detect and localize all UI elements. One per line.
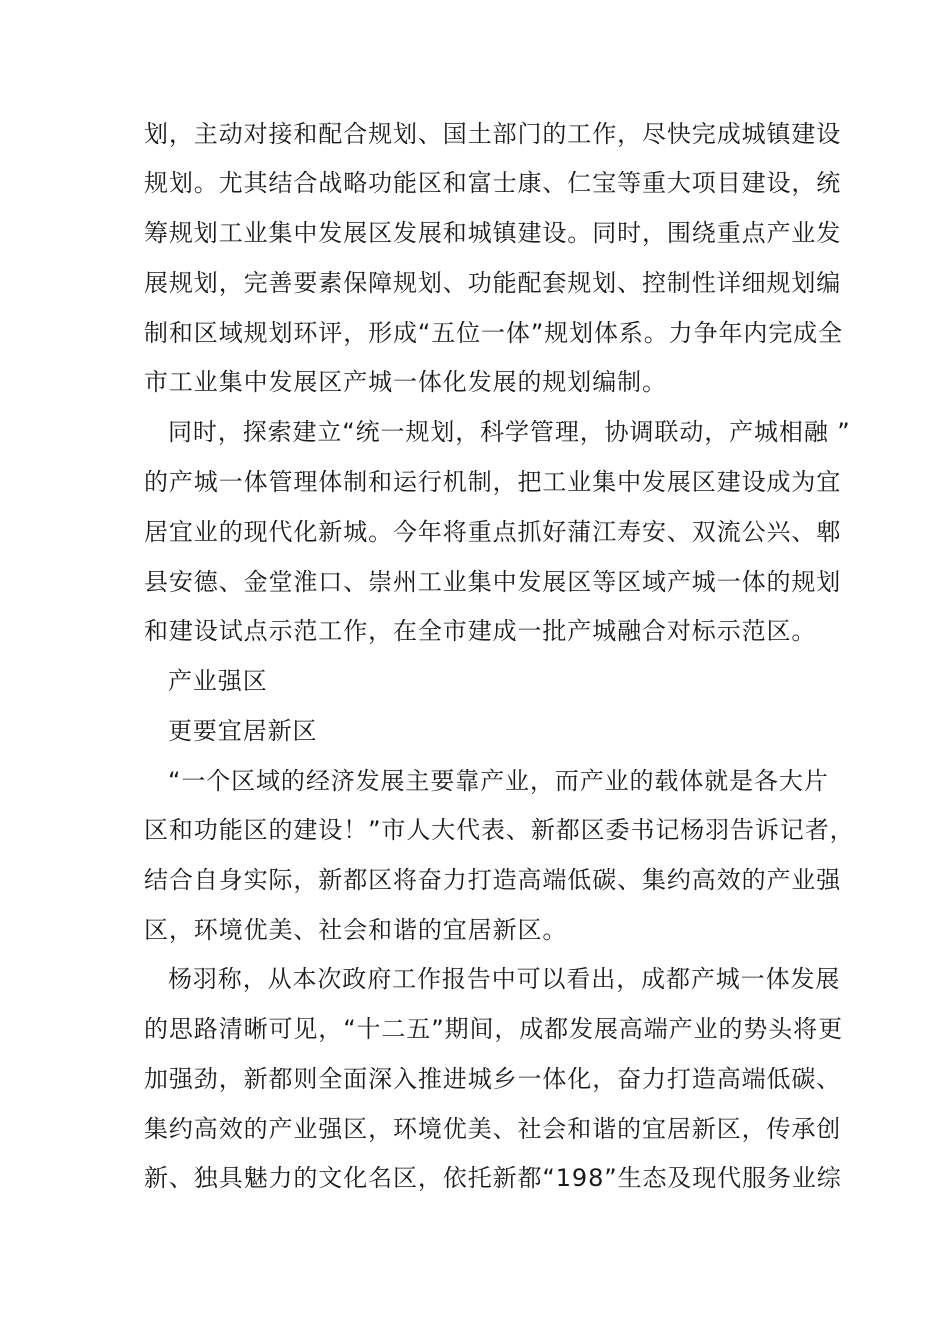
text-line: 区和功能区的建设！”市人大代表、新都区委书记杨羽告诉记者， xyxy=(144,816,855,844)
text-line: 和建设试点示范工作，在全市建成一批产城融合对标示范区。 xyxy=(144,617,817,645)
text-line: 同时，探索建立“统一规划，科学管理，协调联动，产城相融 ” xyxy=(168,418,851,446)
text-line: 的产城一体管理体制和运行机制，把工业集中发展区建设成为宜 xyxy=(144,468,842,496)
text-line: 集约高效的产业强区，环境优美、社会和谐的宜居新区，传承创 xyxy=(144,1115,842,1143)
text-line: 的思路清晰可见，“十二五”期间，成都发展高端产业的势头将更 xyxy=(144,1015,843,1043)
text-line: 居宜业的现代化新城。今年将重点抓好蒲江寿安、双流公兴、郫 xyxy=(144,518,842,546)
text-line: 新、独具魅力的文化名区，依托新都“198”生态及现代服务业综 xyxy=(144,1164,842,1192)
text-line: 市工业集中发展区产城一体化发展的规划编制。 xyxy=(144,368,667,396)
text-line: 规划。尤其结合战略功能区和富士康、仁宝等重大项目建设，统 xyxy=(144,169,842,197)
section-heading: 产业强区 xyxy=(168,667,268,695)
text-line: 区，环境优美、社会和谐的宜居新区。 xyxy=(144,916,568,944)
section-heading: 更要宜居新区 xyxy=(168,717,318,745)
text-line: 划，主动对接和配合规划、国土部门的工作，尽快完成城镇建设 xyxy=(144,120,842,148)
text-line: “一个区域的经济发展主要靠产业，而产业的载体就是各大片 xyxy=(168,767,829,795)
text-line: 杨羽称，从本次政府工作报告中可以看出，成都产城一体发展 xyxy=(168,965,841,993)
text-line: 展规划，完善要素保障规划、功能配套规划、控制性详细规划编 xyxy=(144,269,842,297)
text-line: 县安德、金堂淮口、崇州工业集中发展区等区域产城一体的规划 xyxy=(144,568,842,596)
text-line: 结合自身实际，新都区将奋力打造高端低碳、集约高效的产业强 xyxy=(144,866,842,894)
text-line: 筹规划工业集中发展区发展和城镇建设。同时，围绕重点产业发 xyxy=(144,219,842,247)
text-line: 加强劲，新都则全面深入推进城乡一体化，奋力打造高端低碳、 xyxy=(144,1065,842,1093)
text-line: 制和区域规划环评，形成“五位一体”规划体系。力争年内完成全 xyxy=(144,319,843,347)
